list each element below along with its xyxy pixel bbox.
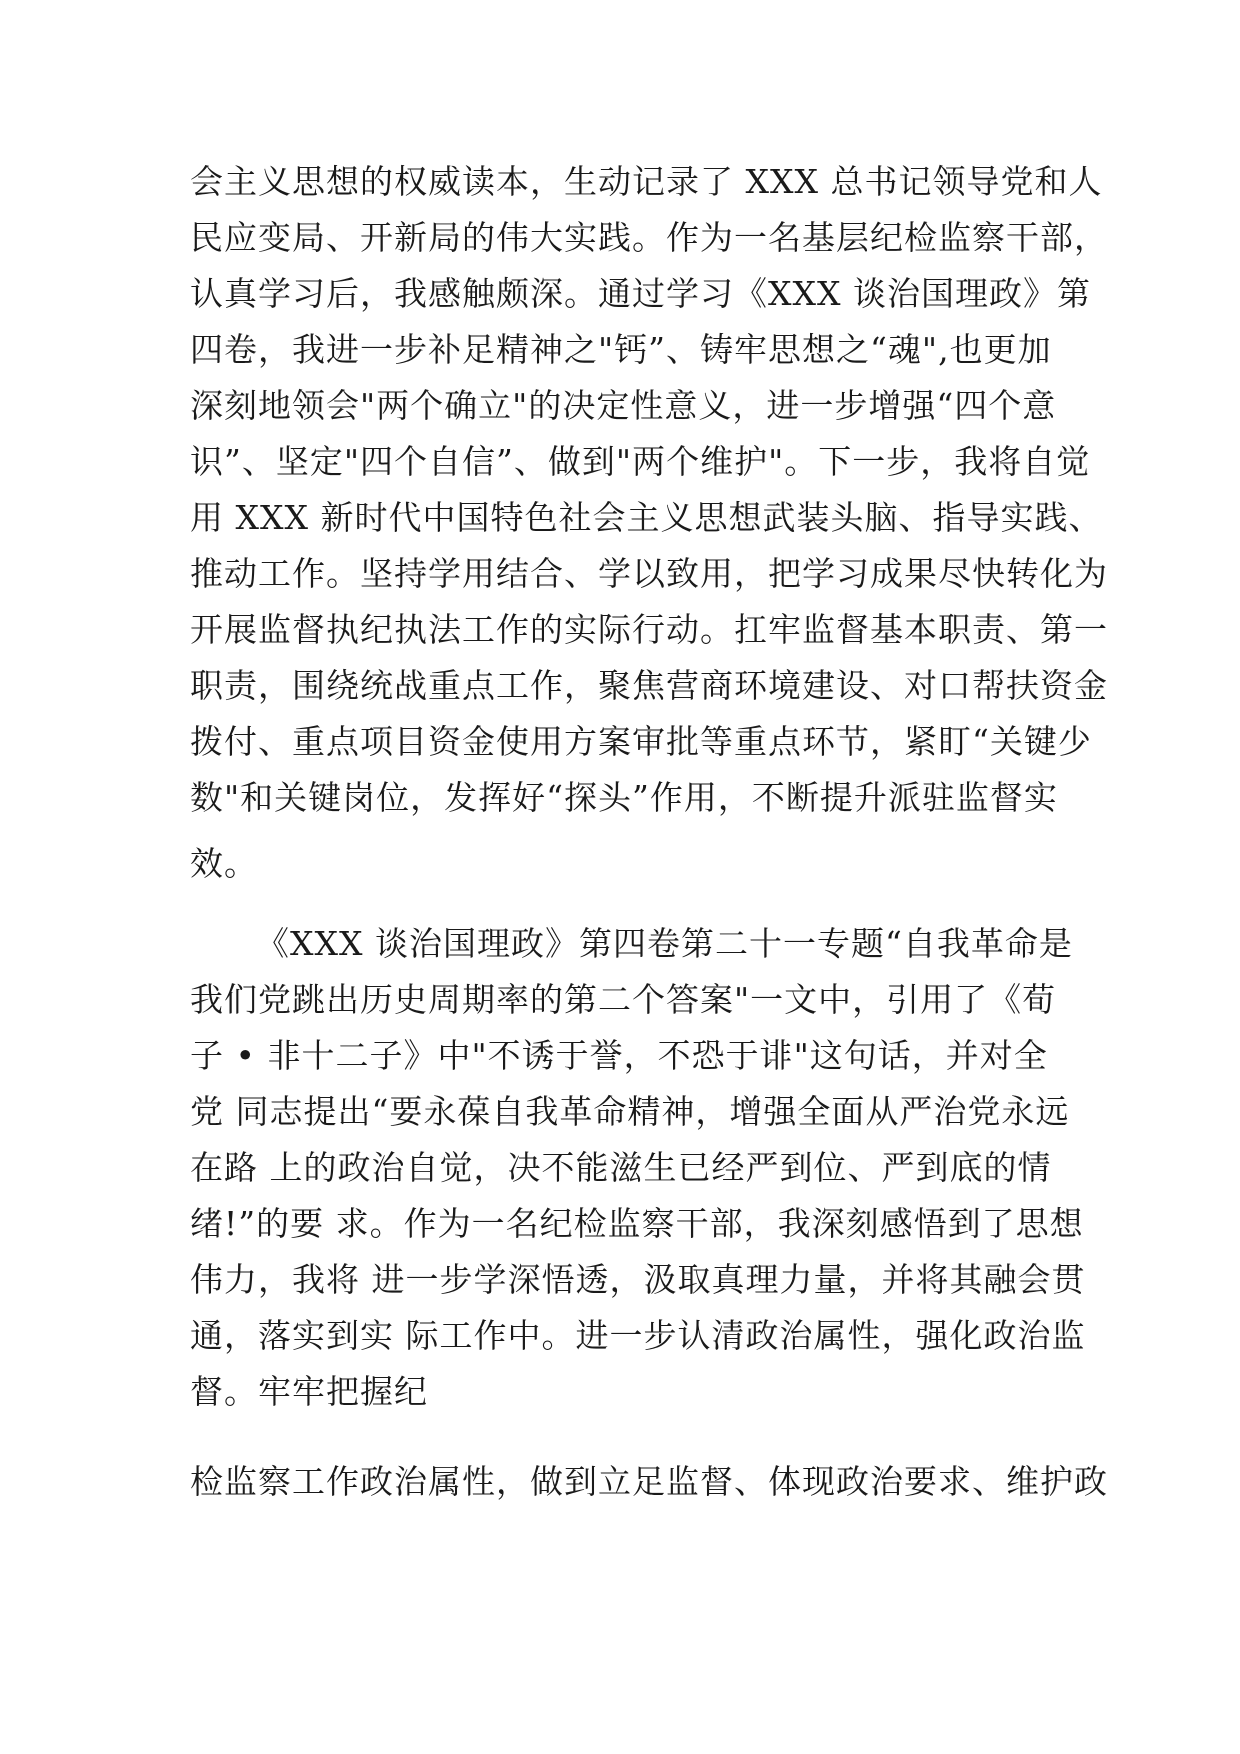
text-line: 职责，围绕统战重点工作，聚焦营商环境建设、对口帮扶资金 <box>190 666 1108 705</box>
text-line: 推动工作。坚持学用结合、学以致用，把学习成果尽快转化为 <box>190 554 1108 593</box>
text-line: 督。牢牢把握纪 <box>190 1372 428 1411</box>
text-line: 伟力，我将 进一步学深悟透，汲取真理力量，并将其融会贯 <box>190 1260 1086 1299</box>
text-line: 拨付、重点项目资金使用方案审批等重点环节，紧盯“关键少 <box>190 722 1092 761</box>
text-line: 党 同志提出“要永葆自我革命精神，增强全面从严治党永远 <box>190 1092 1070 1131</box>
text-line: 深刻地领会"两个确立"的决定性意义，进一步增强“四个意 <box>190 386 1057 425</box>
text-line: 会主义思想的权威读本，生动记录了 XXX 总书记领导党和人 <box>190 162 1103 201</box>
text-line: 四卷，我进一步补足精神之"钙”、铸牢思想之“魂",也更加 <box>190 330 1052 369</box>
text-line: 检监察工作政治属性，做到立足监督、体现政治要求、维护政 <box>190 1462 1108 1501</box>
text-line: 在路 上的政治自觉，决不能滋生已经严到位、严到底的情 <box>190 1148 1052 1187</box>
text-line: 绪!”的要 求。作为一名纪检监察干部，我深刻感悟到了思想 <box>190 1204 1084 1243</box>
text-line: 数"和关键岗位，发挥好“探头”作用，不断提升派驻监督实 <box>190 778 1058 817</box>
text-line: 民应变局、开新局的伟大实践。作为一名基层纪检监察干部， <box>190 218 1108 257</box>
text-line: 效。 <box>190 844 258 883</box>
text-line: 开展监督执纪执法工作的实际行动。扛牢监督基本职责、第一 <box>190 610 1108 649</box>
text-line: 通，落实到实 际工作中。进一步认清政治属性，强化政治监 <box>190 1316 1086 1355</box>
text-line: 用 XXX 新时代中国特色社会主义思想武装头脑、指导实践、 <box>190 498 1103 537</box>
text-line: 认真学习后，我感触颇深。通过学习《XXX 谈治国理政》第 <box>190 274 1091 313</box>
text-line: 识”、坚定"四个自信”、做到"两个维护"。下一步，我将自觉 <box>190 442 1091 481</box>
text-line: 子 • 非十二子》中"不诱于誉，不恐于诽"这句话，并对全 <box>190 1036 1048 1075</box>
text-line: 我们党跳出历史周期率的第二个答案"一文中，引用了《荀 <box>190 980 1057 1019</box>
paragraph-first-line: 《XXX 谈治国理政》第四卷第二十一专题“自我革命是 <box>256 924 1073 963</box>
